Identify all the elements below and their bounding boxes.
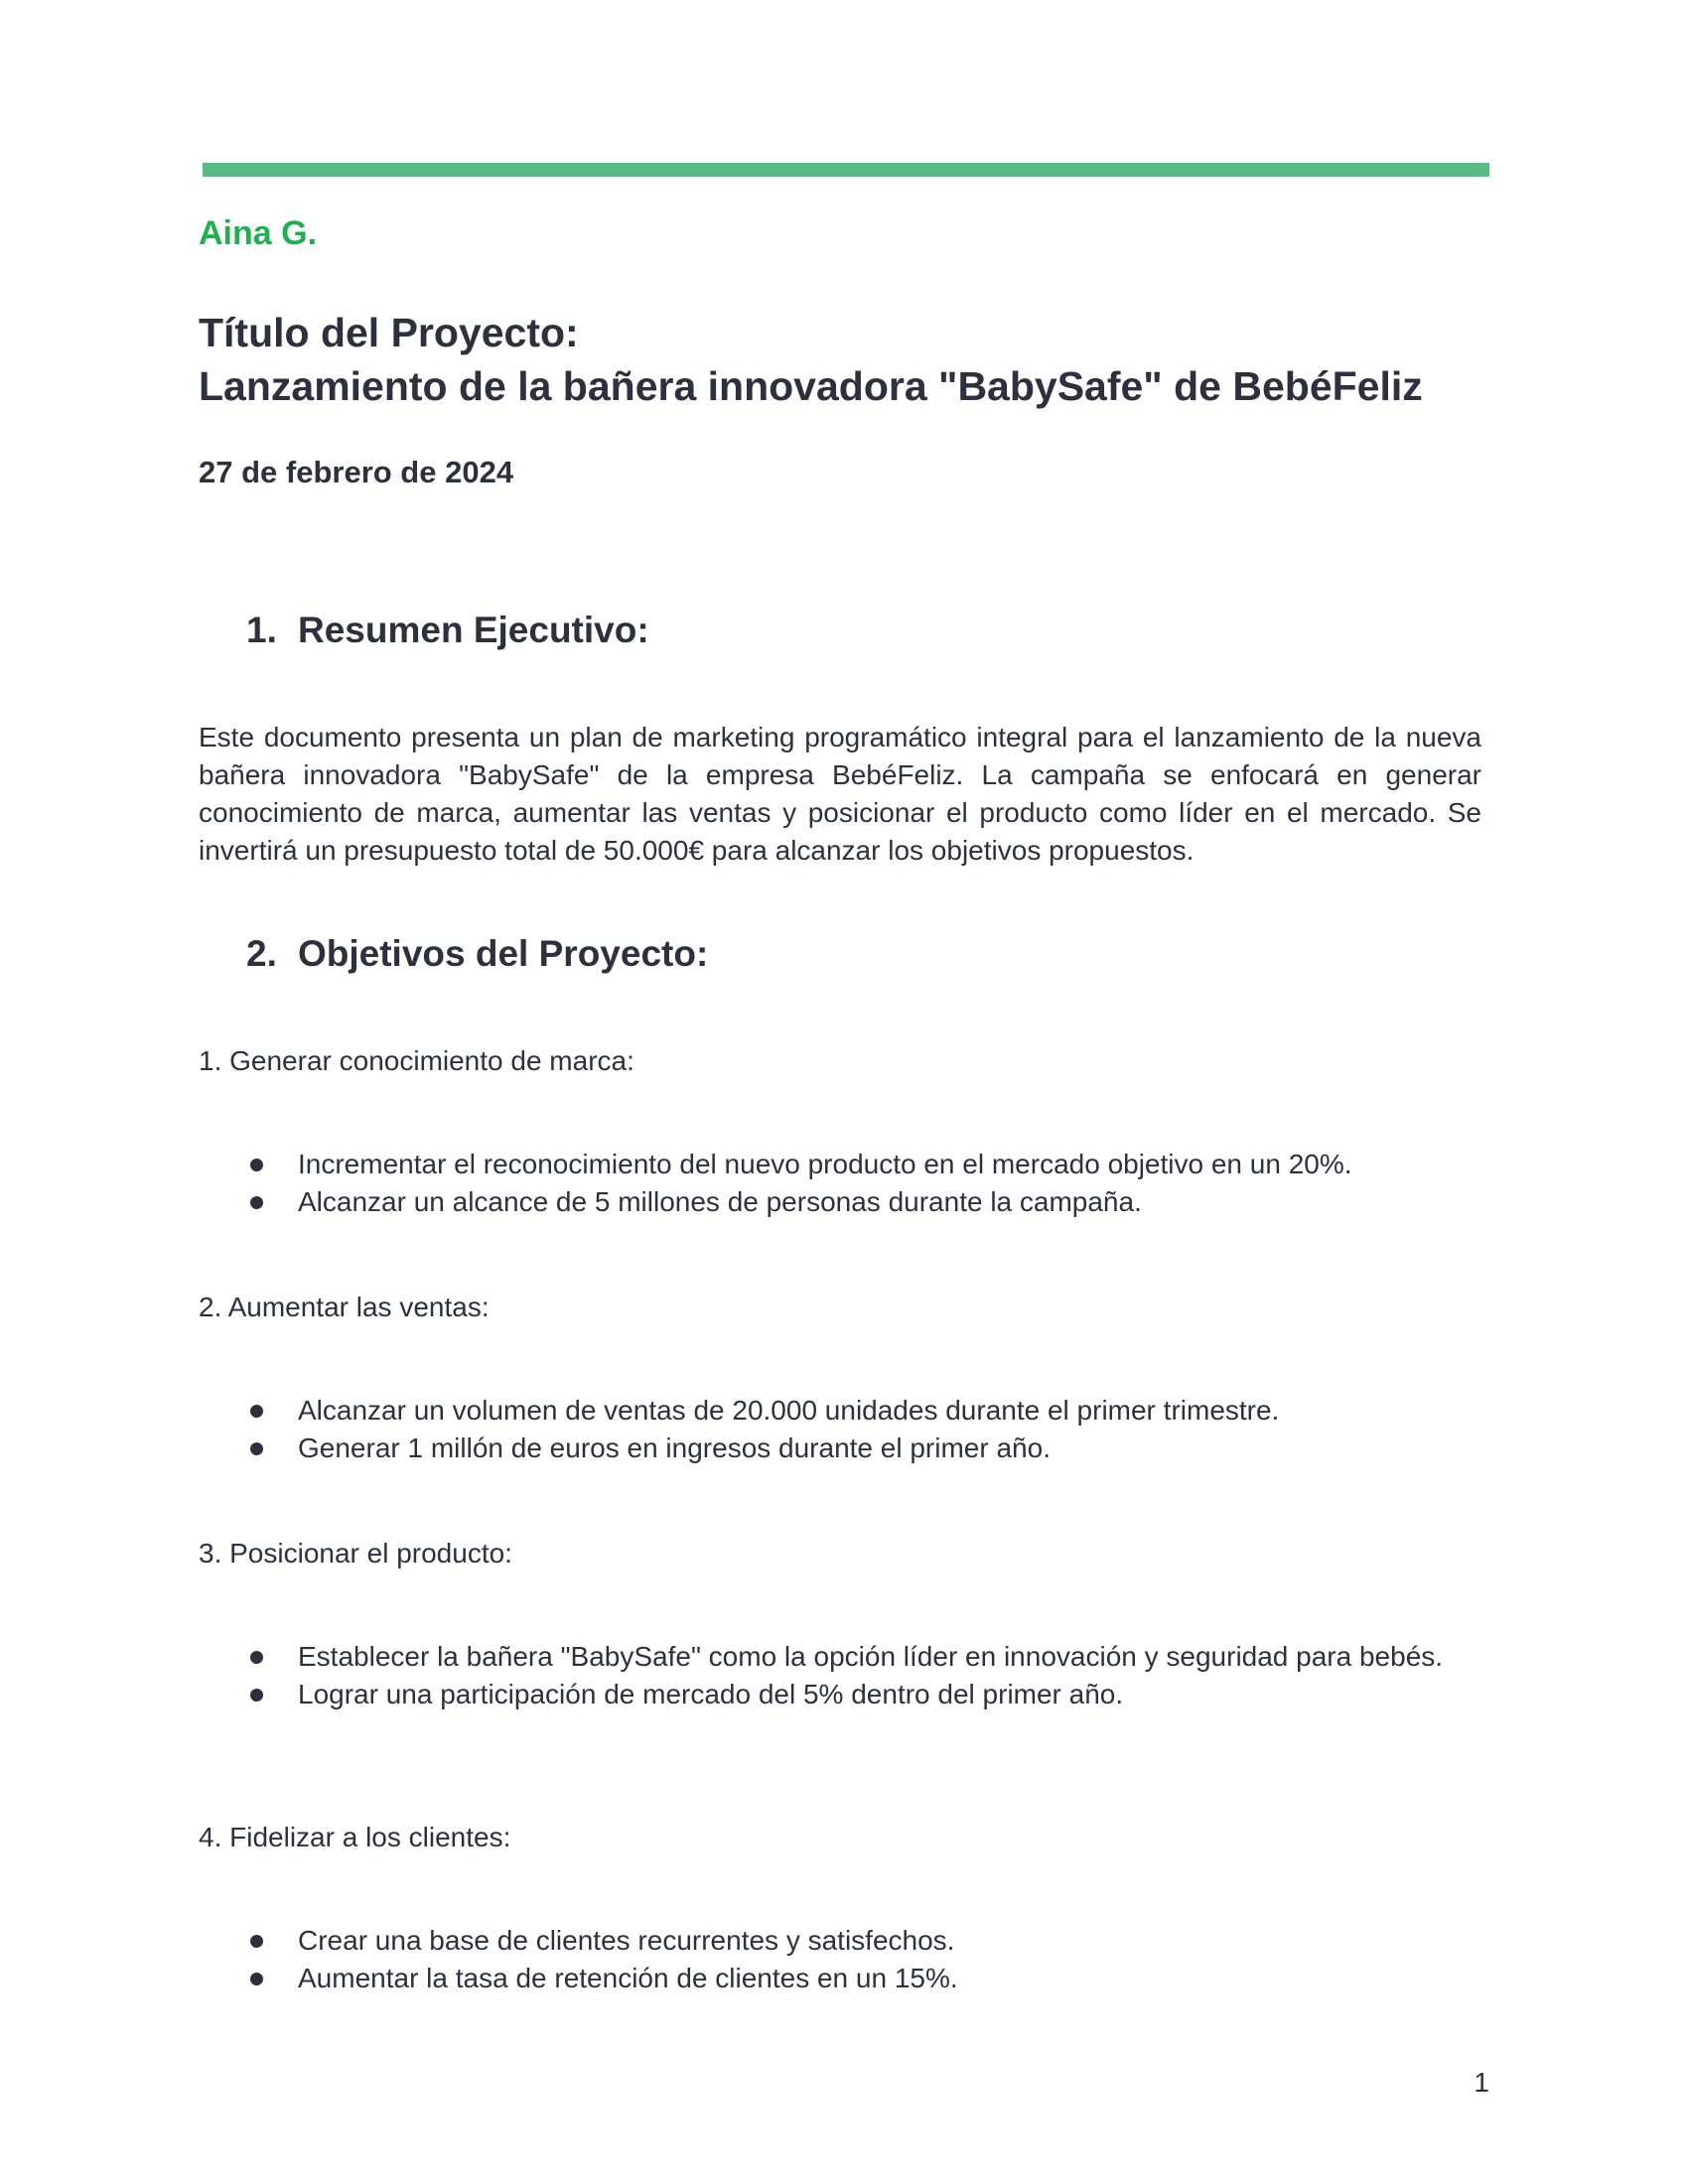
objective-bullet-list <box>199 1638 1481 1713</box>
list-item-text: Generar 1 millón de euros en ingresos durante el primer año. <box>298 1433 1051 1463</box>
bullet-icon <box>250 1651 263 1664</box>
bullet-icon <box>250 1935 263 1948</box>
bullet-icon <box>250 1196 263 1209</box>
list-item <box>199 1146 1481 1183</box>
list-item-text: Crear una base de clientes recurrentes y satisfechos. <box>298 1925 955 1956</box>
document-date: 27 de febrero de 2024 <box>199 455 514 489</box>
list-item-text: Aumentar la tasa de retención de clientes en un 15%. <box>298 1963 958 1993</box>
bullet-icon <box>250 1159 263 1171</box>
list-item <box>199 1430 1481 1467</box>
section-number: 2. <box>246 933 277 974</box>
author-name: Aina G. <box>199 214 318 252</box>
list-item <box>199 1638 1481 1676</box>
document-page <box>199 0 1489 2184</box>
objective-bullet-list <box>199 1392 1481 1467</box>
bullet-icon <box>250 1442 263 1455</box>
bullet-icon <box>250 1405 263 1418</box>
objective-title: 4. Fidelizar a los clientes: <box>199 1822 511 1852</box>
bullet-icon <box>250 1689 263 1702</box>
objective-bullet-list <box>199 1922 1481 1997</box>
list-item <box>199 1183 1481 1221</box>
list-item-text: Establecer la bañera "BabySafe" como la opción líder en innovación y seguridad para bebés. <box>298 1641 1444 1672</box>
project-title-label: Título del Proyecto: <box>199 310 579 355</box>
objective-title: 1. Generar conocimiento de marca: <box>199 1045 634 1076</box>
project-title-name: Lanzamiento de la bañera innovadora "BabySafe" de BebéFeliz <box>199 363 1423 409</box>
header-rule <box>203 163 1489 177</box>
bullet-icon <box>250 1973 263 1985</box>
project-title <box>199 306 1423 413</box>
list-item-text: Lograr una participación de mercado del 5% dentro del primer año. <box>298 1679 1124 1709</box>
list-item-text: Alcanzar un volumen de ventas de 20.000 unidades durante el primer trimestre. <box>298 1395 1280 1426</box>
page-number: 1 <box>1474 2067 1489 2098</box>
section-number: 1. <box>246 610 277 650</box>
objective-title: 3. Posicionar el producto: <box>199 1538 512 1569</box>
list-item <box>199 1392 1481 1430</box>
objective-bullet-list <box>199 1146 1481 1221</box>
section-title: Objetivos del Proyecto: <box>298 933 709 974</box>
list-item-text: Incrementar el reconocimiento del nuevo producto en el mercado objetivo en un 20%. <box>298 1149 1352 1179</box>
section-title: Resumen Ejecutivo: <box>298 610 649 650</box>
objective-title: 2. Aumentar las ventas: <box>199 1292 490 1322</box>
list-item-text: Alcanzar un alcance de 5 millones de personas durante la campaña. <box>298 1186 1142 1217</box>
list-item <box>199 1922 1481 1960</box>
section-heading-objectives <box>246 933 708 975</box>
list-item <box>199 1960 1481 1997</box>
list-item <box>199 1676 1481 1713</box>
section-heading-executive-summary <box>246 610 649 651</box>
executive-summary-paragraph: Este documento presenta un plan de marketing programático integral para el lanzamiento de la nueva bañera innovadora "BabySafe" de la empresa BebéFeliz. La campaña se enfocará en generar conocimiento de marca, aumentar las ventas y posicionar el producto como líder en el mercado. Se invertirá un presupuesto total de 50.000€ para alcanzar los objetivos propuestos. <box>199 722 1481 866</box>
